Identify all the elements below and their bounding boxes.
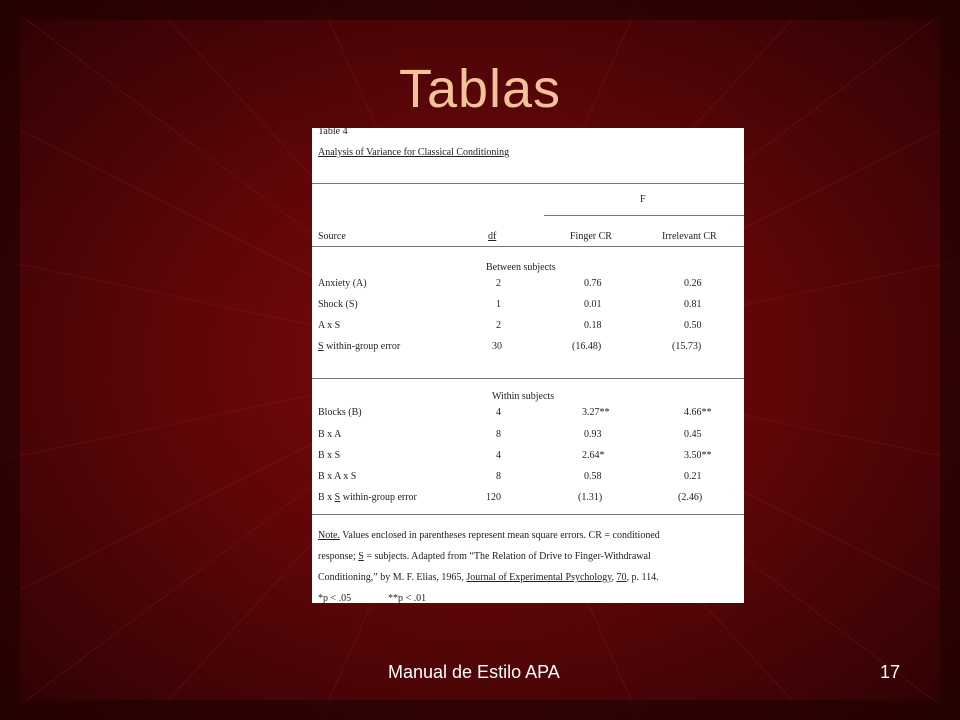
row-source: Anxiety (A) [318, 278, 367, 289]
note-line-4: *p < .05 [318, 593, 352, 604]
source-rest: within-group error [340, 492, 417, 503]
row-irrelevant-cr: 0.21 [684, 471, 702, 482]
note-text: response; [318, 551, 359, 562]
row-df: 30 [492, 341, 502, 352]
col-header-finger-cr: Finger CR [570, 231, 612, 242]
row-df: 4 [496, 407, 501, 418]
row-finger-cr: 0.76 [584, 278, 602, 289]
note-text: Conditioning,” by M. F. Elias, 1965, [318, 572, 467, 583]
note-line-2 [318, 551, 651, 562]
note-volume: 70 [616, 572, 627, 583]
note-label: Note. [318, 530, 340, 541]
col-header-source: Source [318, 231, 346, 242]
row-df: 8 [496, 471, 501, 482]
row-source: B x A x S [318, 471, 357, 482]
row-finger-cr: 2.64* [582, 450, 605, 461]
row-source: A x S [318, 320, 341, 331]
row-finger-cr: 0.58 [584, 471, 602, 482]
row-finger-cr: 3.27** [582, 407, 610, 418]
row-df: 120 [486, 492, 501, 503]
row-df: 4 [496, 450, 501, 461]
section-between-subjects: Between subjects [486, 262, 556, 273]
col-header-df: df [488, 231, 497, 242]
row-finger-cr: 0.93 [584, 429, 602, 440]
row-source [318, 341, 400, 352]
note-text: = subjects. Adapted from “The Relation of Drive to Finger-Withdrawal [363, 551, 651, 562]
row-source: B x A [318, 429, 342, 440]
source-rest: within-group error [323, 341, 401, 352]
row-irrelevant-cr: 0.50 [684, 320, 702, 331]
note-journal: Journal of Experimental Psychology [466, 572, 612, 583]
row-finger-cr: 0.18 [584, 320, 602, 331]
note-line-4-b: **p < .01 [388, 593, 427, 604]
f-header: F [640, 194, 646, 205]
row-source: Shock (S) [318, 299, 358, 310]
footer-text: Manual de Estilo APA [388, 662, 560, 682]
apa-table-figure [312, 128, 744, 603]
note-text: Values enclosed in parentheses represent mean square errors. CR = conditioned [339, 530, 660, 541]
row-irrelevant-cr: 0.81 [684, 299, 702, 310]
row-df: 2 [496, 320, 501, 331]
row-finger-cr: (16.48) [572, 341, 602, 352]
row-source [318, 492, 417, 503]
f-header-rule [544, 215, 744, 216]
row-irrelevant-cr: (2.46) [678, 492, 703, 503]
row-irrelevant-cr: 3.50** [684, 450, 712, 461]
source-prefix: B x [318, 492, 335, 503]
row-irrelevant-cr: 0.45 [684, 429, 702, 440]
source-s-underlined: S [334, 492, 341, 503]
col-header-irrelevant-cr: Irrelevant CR [662, 231, 717, 242]
table-caption: Analysis of Variance for Classical Conditioning [318, 147, 510, 158]
row-df: 1 [496, 299, 501, 310]
row-irrelevant-cr: 0.26 [684, 278, 702, 289]
note-text: , [611, 572, 617, 583]
source-s-underlined: S [318, 341, 324, 352]
row-irrelevant-cr: (15.73) [672, 341, 702, 352]
section-divider-rule [312, 378, 744, 379]
row-finger-cr: (1.31) [578, 492, 603, 503]
slide-title: Tablas [398, 59, 562, 119]
note-s-underlined: S [358, 551, 364, 562]
row-df: 8 [496, 429, 501, 440]
table-bottom-rule [312, 514, 744, 515]
row-df: 2 [496, 278, 501, 289]
row-finger-cr: 0.01 [584, 299, 602, 310]
table-number: Table 4 [318, 126, 348, 137]
note-line-3 [318, 572, 659, 583]
header-bottom-rule [312, 246, 744, 247]
note-text: , p. 114. [626, 572, 659, 583]
row-irrelevant-cr: 4.66** [684, 407, 712, 418]
row-source: B x S [318, 450, 341, 461]
page-number: 17 [880, 662, 901, 682]
row-source: Blocks (B) [318, 407, 362, 418]
table-top-rule [312, 183, 744, 184]
section-within-subjects: Within subjects [492, 391, 555, 402]
note-line-1 [318, 530, 660, 541]
